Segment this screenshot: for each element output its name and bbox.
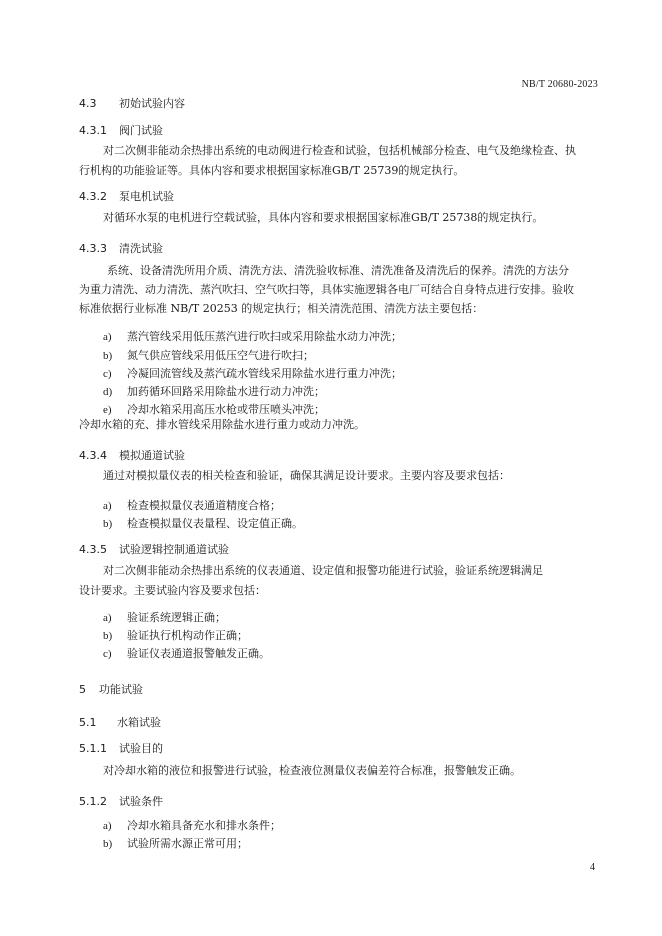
section-title: 阀门试验 (119, 124, 163, 137)
list-item (103, 817, 281, 833)
list-marker: a) (103, 820, 112, 832)
list-marker: d) (103, 386, 113, 398)
list-marker: c) (103, 368, 112, 380)
list-item (103, 609, 226, 625)
section-heading-4-3-4 (79, 447, 185, 463)
section-title: 试验逻辑控制通道试验 (119, 543, 229, 556)
section-number: 5.1 (79, 716, 97, 729)
section-title: 试验目的 (119, 742, 163, 755)
list-marker: a) (103, 500, 112, 512)
list-marker: e) (103, 404, 112, 416)
paragraph-4-3-2: 对循环水泵的电机进行空载试验，具体内容和要求根据国家标准GB/T 25738的规定执行。 (103, 211, 544, 224)
section-number: 4.3.2 (79, 190, 107, 203)
section-number: 4.3 (79, 97, 97, 110)
section-title: 初始试验内容 (119, 97, 185, 110)
list-item-text: 验证系统逻辑正确； (127, 611, 226, 624)
section-heading-4-3-1 (79, 122, 163, 138)
list-item (103, 347, 314, 363)
list-marker: b) (103, 838, 113, 850)
section-heading-5-1-2 (79, 793, 163, 809)
list-item (103, 627, 248, 643)
list-item-text: 冷凝回流管线及蒸汽疏水管线采用除盐水进行重力冲洗； (127, 367, 402, 380)
list-item-text: 验证执行机构动作正确； (127, 629, 248, 642)
section-heading-5 (79, 681, 143, 697)
paragraph-4-3-3-trailing: 冷却水箱的充、排水管线采用除盐水进行重力或动力冲洗。 (79, 418, 365, 431)
list-item-text: 检查模拟量仪表通道精度合格； (127, 499, 281, 512)
page-number: 4 (590, 862, 595, 873)
list-item-text: 氮气供应管线采用低压空气进行吹扫； (127, 349, 314, 362)
paragraph-4-3-3: 系统、设备清洗所用介质、清洗方法、清洗验收标准、清洗准备及清洗后的保养。清洗的方法分 为重力清洗、动力清洗、蒸汽吹扫、空气吹扫等，具体实施逻辑各电厂可结合自身特点进行安排。验收 标准依据行业标准 NB/T 20253 的规定执行；相关清洗范围、清洗方法主要包括： (79, 264, 574, 315)
section-title: 试验条件 (119, 795, 163, 808)
list-item (103, 328, 402, 344)
section-number: 4.3.1 (79, 124, 107, 137)
list-item-text: 冷却水箱具备充水和排水条件； (127, 819, 281, 832)
section-title: 泵电机试验 (119, 190, 174, 203)
list-item-text: 验证仪表通道报警触发正确。 (127, 647, 270, 660)
section-number: 5.1.1 (79, 742, 107, 755)
list-item (103, 383, 325, 399)
list-item-text: 检查模拟量仪表量程、设定值正确。 (127, 517, 303, 530)
section-heading-4-3 (79, 95, 185, 111)
section-number: 5 (79, 683, 86, 696)
section-title: 清洗试验 (119, 242, 163, 255)
list-item (103, 497, 281, 513)
list-marker: b) (103, 630, 113, 642)
list-item-text: 加药循环回路采用除盐水进行动力冲洗； (127, 385, 325, 398)
paragraph-5-1-1: 对冷却水箱的液位和报警进行试验，检查液位测量仪表偏差符合标准，报警触发正确。 (103, 764, 521, 777)
list-marker: b) (103, 350, 113, 362)
list-marker: b) (103, 518, 113, 530)
paragraph-4-3-5: 对二次侧非能动余热排出系统的仪表通道、设定值和报警功能进行试验，验证系统逻辑满足 设计要求。主要试验内容及要求包括： (79, 564, 543, 597)
list-item-text: 冷却水箱采用高压水枪或带压喷头冲洗； (127, 403, 325, 416)
section-heading-4-3-2 (79, 188, 174, 204)
section-heading-4-3-3 (79, 240, 163, 256)
section-heading-5-1-1 (79, 740, 163, 756)
paragraph-4-3-4: 通过对模拟量仪表的相关检查和验证，确保其满足设计要求。主要内容及要求包括： (103, 469, 510, 482)
list-item-text: 试验所需水源正常可用； (127, 837, 248, 850)
list-item (103, 645, 270, 661)
section-number: 5.1.2 (79, 795, 107, 808)
list-item (103, 365, 402, 381)
section-heading-4-3-5 (79, 541, 229, 557)
section-title: 水箱试验 (117, 716, 161, 729)
list-marker: a) (103, 612, 112, 624)
section-title: 模拟通道试验 (119, 449, 185, 462)
standard-code: NB/T 20680-2023 (521, 79, 598, 90)
section-number: 4.3.3 (79, 242, 107, 255)
paragraph-4-3-1: 对二次侧非能动余热排出系统的电动阀进行检查和试验，包括机械部分检查、电气及绝缘检查、执 行机构的功能验证等。具体内容和要求根据国家标准GB/T 25739的规定执行。 (79, 144, 576, 177)
list-marker: a) (103, 331, 112, 343)
list-item (103, 835, 248, 851)
list-item (103, 515, 303, 531)
section-title: 功能试验 (99, 683, 143, 696)
section-number: 4.3.4 (79, 449, 107, 462)
section-heading-5-1 (79, 714, 161, 730)
list-item-text: 蒸汽管线采用低压蒸汽进行吹扫或采用除盐水动力冲洗； (127, 330, 402, 343)
list-marker: c) (103, 648, 112, 660)
section-number: 4.3.5 (79, 543, 107, 556)
